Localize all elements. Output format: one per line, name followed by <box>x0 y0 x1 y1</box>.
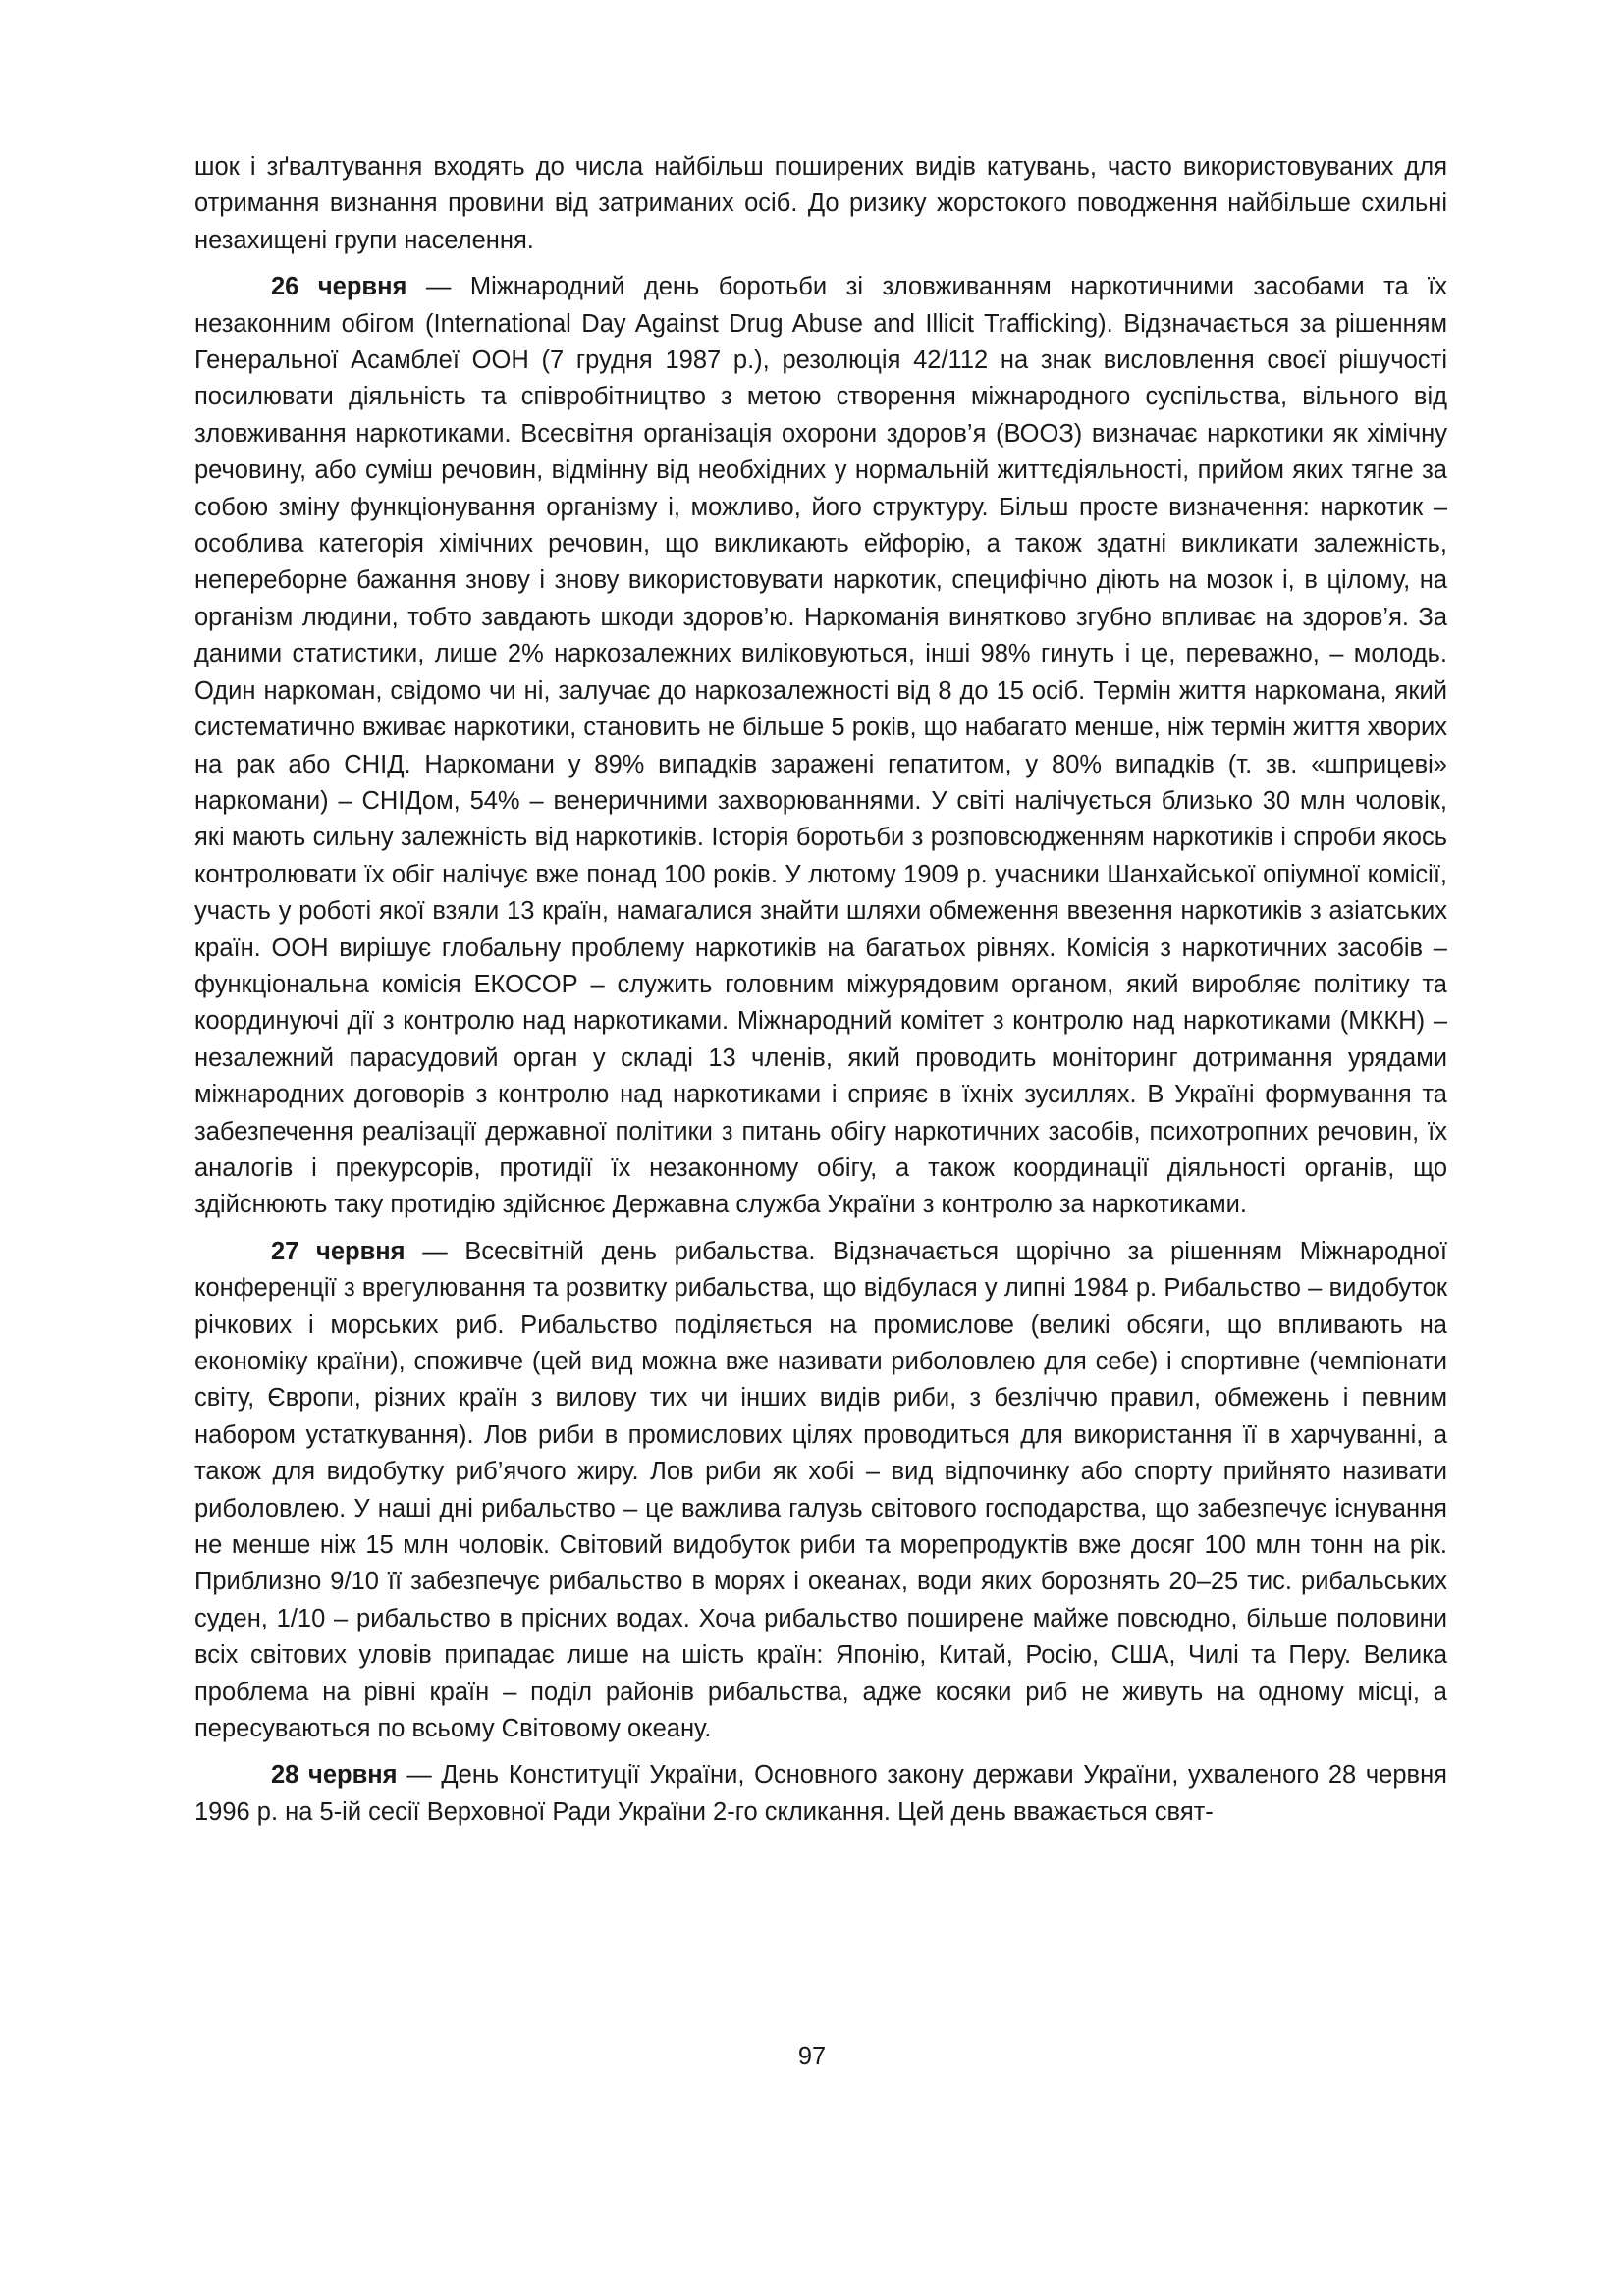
page-number: 97 <box>797 2043 827 2070</box>
paragraph-june-28 <box>194 1757 1447 1831</box>
date-heading: 27 червня <box>271 1237 406 1265</box>
date-heading: 26 червня <box>271 273 407 301</box>
date-heading: 28 червня <box>271 1761 398 1789</box>
paragraph-text: — Міжнародний день боротьби зі зловживанням наркотичними засобами та їх незаконним обігом (International Day Against Drug Abuse and Illicit Trafficking). Відзначається за рішенням Генеральної Асамблеї ООН (7 грудня 1987 р.), резолюція 42/112 на знак висловлення своєї рішучості посилювати діяльність та співробітництво з метою створення міжнародного суспільства, вільного від зловживання наркотиками. Всесвітня організація охорони здоров’я (ВООЗ) визначає наркотики як хімічну речовину, або суміш речовин, відмінну від необхідних у нормальній життєдіяльності, прийом яких тягне за собою зміну функціонування організму і, можливо, його структуру. Більш просте визначення: наркотик – особлива категорія хімічних речовин, що викликають ейфорію, а також здатні викликати залежність, непереборне бажання знову і знову використовувати наркотик, специфічно діють на мозок і, в цілому, на організм людини, тобто завдають шкоди здоров’ю. Наркоманія винятково згубно впливає на здоров’я. За даними статистики, лише 2% наркозалежних виліковуються, інші 98% гинуть і це, переважно, – молодь. Один наркоман, свідомо чи ні, залучає до наркозалежності від 8 до 15 осіб. Термін життя наркомана, який систематично вживає наркотики, становить не більше 5 років, що набагато менше, ніж термін життя хворих на рак або СНІД. Наркомани у 89% випадків заражені гепатитом, у 80% випадків (т. зв. «шприцеві» наркомани) – СНІДом, 54% – венеричними захворюваннями. У світі налічується близько 30 млн чоловік, які мають сильну залежність від наркотиків. Історія боротьби з розповсюдженням наркотиків і спроби якось контролювати їх обіг налічує вже понад 100 років. У лютому 1909 р. учасники Шанхайської опіумної комісії, участь у роботі якої взяли 13 країн, намагалися знайти шляхи обмеження ввезення наркотиків з азіатських країн. ООН вирішує глобальну проблему наркотиків на багатьох рівнях. Комісія з наркотичних засобів – функціональна комісія ЕКОСОР – служить головним міжурядовим органом, який виробляє політику та координуючі дії з контролю над наркотиками. Міжнародний комітет з контролю над наркотиками (МККН) – незалежний парасудовий орган у складі 13 членів, який проводить моніторинг дотримання урядами міжнародних договорів з контролю над наркотиками і сприяє в їхніх зусиллях. В Україні формування та забезпечення реалізації державної політики з питань обігу наркотичних засобів, психотропних речовин, їх аналогів і прекурсорів, протидії їх незаконному обігу, а також координації діяльності органів, що здійснюють таку протидію здійснює Державна служба України з контролю за наркотиками. <box>194 273 1447 1219</box>
paragraph-text: — День Конституції України, Основного закону держави України, ухваленого 28 червня 1996 р. на 5-ій сесії Верховної Ради України 2-го скликання. Цей день вважається свят- <box>194 1761 1447 1826</box>
page-body <box>194 149 1447 1841</box>
paragraph-text: шок і зґвалтування входять до числа найбільш поширених видів катувань, часто використовуваних для отримання визнання провини від затриманих осіб. До ризику жорстокого поводження найбільше схильні незахищені групи населення. <box>194 153 1447 254</box>
paragraph-june-27 <box>194 1234 1447 1748</box>
paragraph-text: — Всесвітній день рибальства. Відзначається щорічно за рішенням Міжнародної конференції з врегулювання та розвитку рибальства, що відбулася у липні 1984 р. Рибальство – видобуток річкових і морських риб. Рибальство поділяється на промислове (великі обсяги, що впливають на економіку країни), споживче (цей вид можна вже називати риболовлею для себе) і спортивне (чемпіонати світу, Європи, різних країн з вилову тих чи інших видів риби, з безліччю правил, обмежень і певним набором устаткування). Лов риби в промислових цілях проводиться для використання її в харчуванні, а також для видобутку риб’ячого жиру. Лов риби як хобі – вид відпочинку або спорту прийнято називати риболовлею. У наші дні рибальство – це важлива галузь світового господарства, що забезпечує існування не менше ніж 15 млн чоловік. Світовий видобуток риби та морепродуктів вже досяг 100 млн тонн на рік. Приблизно 9/10 її забезпечує рибальство в морях і океанах, води яких борознять 20–25 тис. рибальських суден, 1/10 – рибальство в прісних водах. Хоча рибальство поширене майже повсюдно, більше половини всіх світових уловів припадає лише на шість країн: Японію, Китай, Росію, США, Чилі та Перу. Велика проблема на рівні країн – поділ районів рибальства, адже косяки риб не живуть на одному місці, а пересуваються по всьому Світовому океану. <box>194 1237 1447 1743</box>
paragraph-june-26 <box>194 269 1447 1224</box>
paragraph-torture-continuation <box>194 149 1447 259</box>
